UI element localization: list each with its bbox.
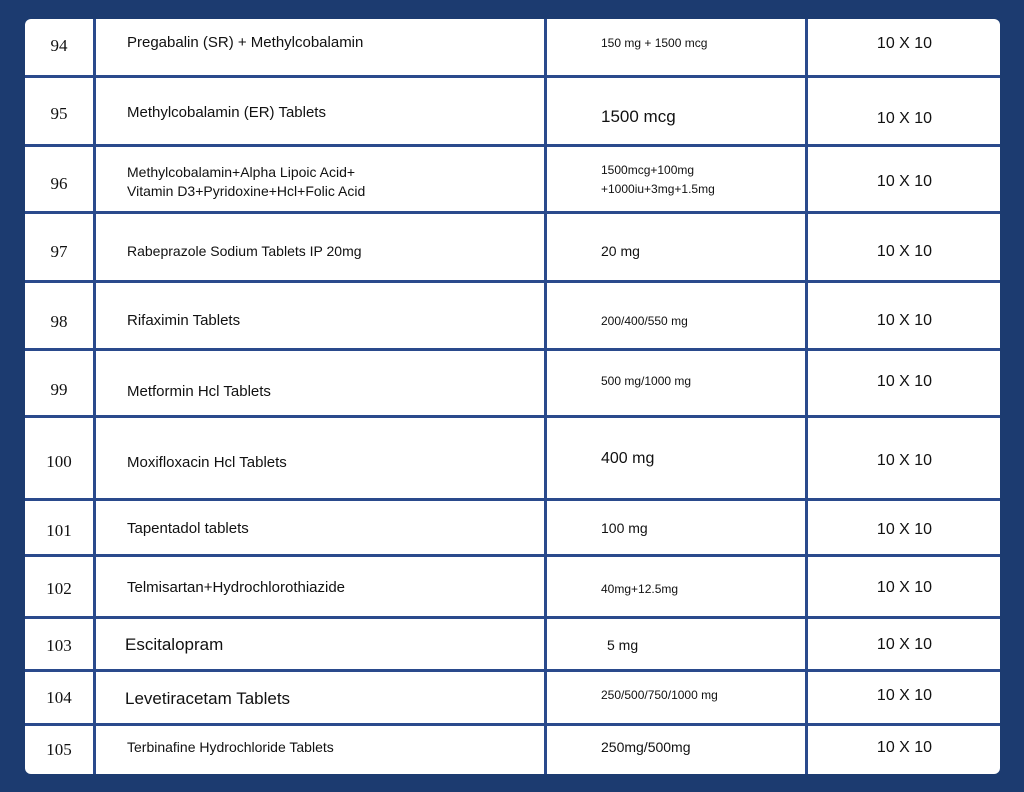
- pack-size: 10 X 10: [876, 373, 933, 390]
- table-row: [25, 501, 1000, 554]
- table-row: [25, 214, 1000, 280]
- product-strength: 5 mg: [607, 637, 639, 653]
- row-number: 103: [46, 636, 72, 655]
- product-strength: 20 mg: [601, 243, 640, 259]
- table-row: [25, 619, 1000, 669]
- product-name: Rabeprazole Sodium Tablets IP 20mg: [127, 243, 362, 259]
- product-strength: 250mg/500mg: [601, 739, 691, 755]
- row-number: 94: [50, 36, 68, 55]
- table-row: [25, 78, 1000, 144]
- pack-size: 10 X 10: [876, 452, 933, 469]
- product-name: Tapentadol tablets: [127, 520, 249, 537]
- pack-size: 10 X 10: [876, 739, 933, 756]
- product-name: Pregabalin (SR) + Methylcobalamin: [127, 34, 364, 51]
- row-number: 99: [50, 380, 68, 399]
- pack-size: 10 X 10: [876, 521, 933, 538]
- table-row: [25, 147, 1000, 211]
- product-name: Rifaximin Tablets: [127, 312, 241, 329]
- row-number: 97: [50, 242, 68, 261]
- row-number: 100: [46, 452, 72, 471]
- table-row: [25, 19, 1000, 75]
- pack-size: 10 X 10: [876, 35, 933, 52]
- product-name: Telmisartan+Hydrochlorothiazide: [127, 579, 346, 596]
- pack-size: 10 X 10: [876, 687, 933, 704]
- product-strength: 200/400/550 mg: [601, 314, 688, 328]
- pack-size: 10 X 10: [876, 173, 933, 190]
- product-name: Moxifloxacin Hcl Tablets: [127, 454, 287, 471]
- product-strength: 1500 mcg: [601, 107, 676, 126]
- product-name-line-1: Methylcobalamin+Alpha Lipoic Acid+: [127, 164, 356, 180]
- product-strength: 150 mg + 1500 mcg: [601, 36, 708, 50]
- product-name: Escitalopram: [125, 635, 224, 654]
- product-name-line-2: Vitamin D3+Pyridoxine+Hcl+Folic Acid: [127, 183, 366, 199]
- product-name: Methylcobalamin (ER) Tablets: [127, 104, 326, 121]
- pack-size: 10 X 10: [876, 636, 933, 653]
- pack-size: 10 X 10: [876, 243, 933, 260]
- row-number: 96: [50, 174, 68, 193]
- table-row: [25, 726, 1000, 774]
- product-table: [25, 19, 1000, 774]
- table-row: [25, 418, 1000, 498]
- product-name: Terbinafine Hydrochloride Tablets: [127, 739, 334, 755]
- table-row: [25, 283, 1000, 348]
- product-strength: 40mg+12.5mg: [601, 582, 679, 596]
- row-number: 105: [46, 740, 72, 759]
- row-number: 102: [46, 579, 72, 598]
- product-strength-line-1: 1500mcg+100mg: [601, 163, 695, 177]
- row-number: 98: [50, 312, 68, 331]
- pack-size: 10 X 10: [876, 312, 933, 329]
- product-strength-line-2: +1000iu+3mg+1.5mg: [601, 182, 715, 196]
- product-name: Levetiracetam Tablets: [125, 689, 291, 708]
- table-row: [25, 351, 1000, 415]
- row-number: 104: [46, 688, 72, 707]
- product-strength: 500 mg/1000 mg: [601, 374, 692, 388]
- row-number: 101: [46, 521, 72, 540]
- table-row: [25, 672, 1000, 723]
- product-strength: 100 mg: [601, 520, 648, 536]
- pack-size: 10 X 10: [876, 579, 933, 596]
- row-number: 95: [50, 104, 68, 123]
- table-row: [25, 557, 1000, 616]
- product-strength: 250/500/750/1000 mg: [601, 688, 718, 702]
- pack-size: 10 X 10: [876, 110, 933, 127]
- product-name: Metformin Hcl Tablets: [127, 383, 271, 400]
- product-strength: 400 mg: [601, 450, 655, 467]
